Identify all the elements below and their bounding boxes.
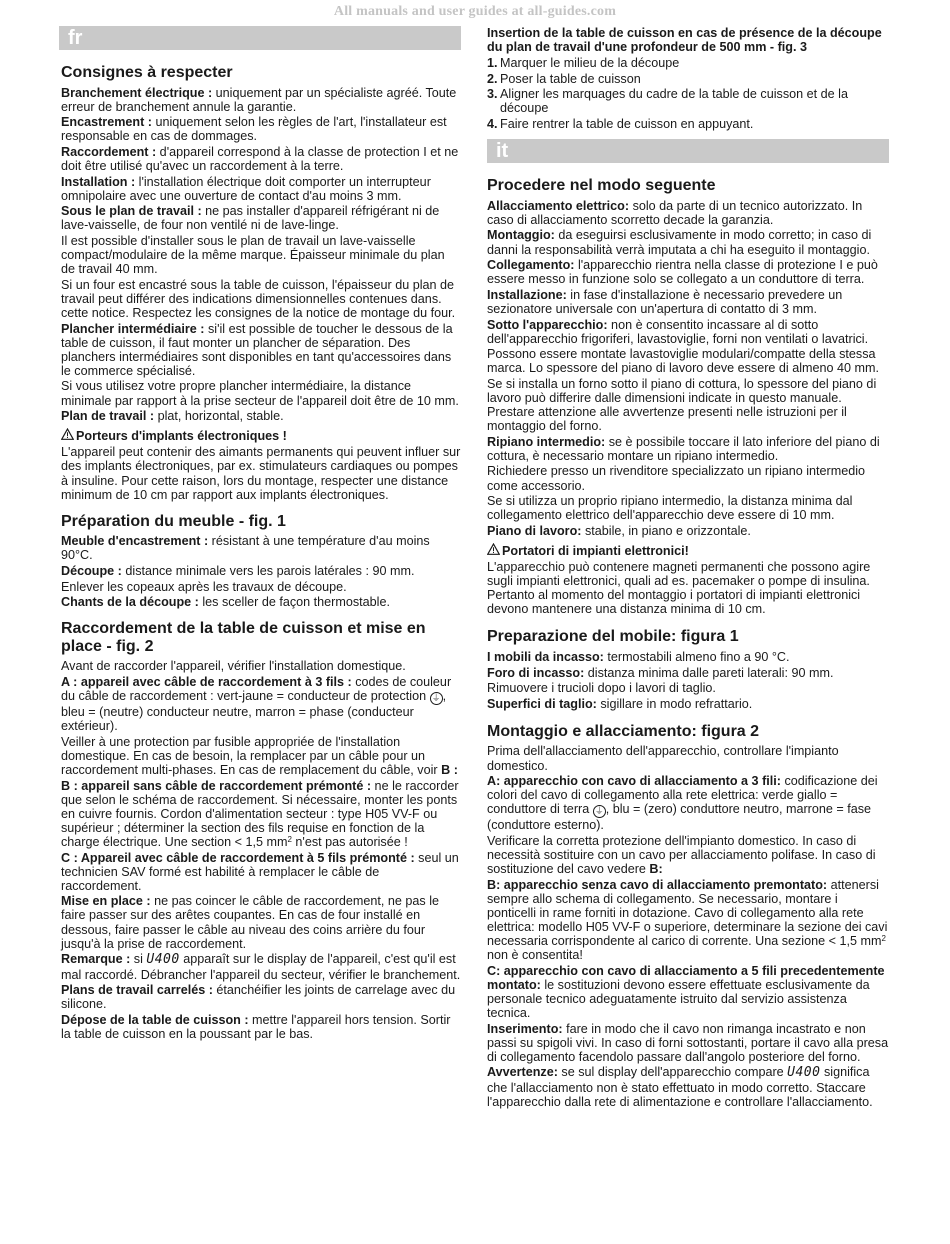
- depose-label: Dépose de la table de cuisson :: [61, 1013, 249, 1028]
- montaggio-b: [487, 878, 889, 963]
- paragraph-label: Installazione:: [487, 287, 567, 302]
- raccordement-c: [61, 851, 461, 893]
- paragraph-label: Piano di lavoro:: [487, 523, 582, 538]
- paragraph-text: ne pas installer d'appareil réfrigérant ni de lave-vaisselle, de four non ventilé ni de lave-linge.: [61, 204, 440, 233]
- paragraph: [487, 288, 889, 316]
- raccordement-b-label: B : appareil sans câble de raccordement prémonté :: [61, 778, 372, 793]
- montaggio-c: [487, 964, 889, 1020]
- paragraph-text: les sceller de façon thermostable.: [198, 595, 390, 610]
- montaggio-intro: Prima dell'allacciamento dell'apparecchio, controllare l'impianto domestico.: [487, 744, 839, 773]
- raccordement-b-text-end: n'est pas autorisée !: [291, 835, 408, 849]
- raccordement-c-text: seul un technicien SAV formé est habilité à remplacer le câble de raccordement.: [61, 850, 459, 893]
- warning-triangle-icon: [487, 543, 500, 558]
- raccordement-veiller-ref: B :: [441, 763, 458, 778]
- paragraph-text: Si un four est encastré sous la table de cuisson, l'épaisseur du plan de travail peut différer des indications dimensionnelles contenues dans. cette notice. Respectez les consignes de la notice de montage du four.: [61, 277, 456, 320]
- montaggio-c-text: le sostituzioni devono essere effettuate esclusivamente da personale tecnico adeguatamente istruito dal servizio assistenza tecnica.: [487, 977, 870, 1021]
- paragraph: [61, 580, 461, 594]
- avvertenze-label: Avvertenze:: [487, 1065, 558, 1080]
- superscript: 2: [881, 934, 886, 944]
- plans-carreles-label: Plans de travail carrelés :: [61, 983, 213, 998]
- paragraph-label: Allacciamento elettrico:: [487, 198, 630, 213]
- depose-text: mettre l'appareil hors tension. Sortir la table de cuisson en la poussant par le bas.: [61, 1013, 451, 1042]
- paragraph-label: Découpe :: [61, 564, 122, 578]
- section-title-preparation: Préparation du meuble - fig. 1: [61, 512, 286, 530]
- warning-text-fr: L'appareil peut contenir des aimants permanents qui peuvent influer sur des implants électroniques, par ex. stimulateurs cardiaques ou pompes à insuline. Pour cette raison, lors du montage, respecter une distance minimum de 10 cm par rapport aux implants électroniques.: [61, 445, 461, 502]
- section-title-montaggio: Montaggio e allacciamento: figura 2: [487, 722, 760, 740]
- paragraph-text: l'apparecchio rientra nella classe di protezione I e può essere messo in funzione solo se collegato a un conduttore di terra.: [487, 258, 878, 287]
- paragraph-text: Se si utilizza un proprio ripiano intermedio, la distanza minima dal collegamento elettrico dell'apparecchio deve essere di 10 mm.: [487, 494, 853, 523]
- montaggio-a-label: A: apparecchio con cavo di allacciamento a 3 fili:: [487, 774, 781, 789]
- paragraph: [487, 697, 889, 711]
- paragraph: [61, 278, 461, 320]
- paragraph: [487, 228, 889, 256]
- step-number: 2.: [487, 71, 498, 86]
- mise-en-place-text: ne pas coincer le câble de raccordement, ne pas le faire passer sur des arêtes coupantes. En cas de four installé en dessous, faire passer le câble au niveau des coins arrière du four jusqu'à la prise de raccordement.: [61, 894, 440, 951]
- paragraph-text: distance minimale vers les parois latérales : 90 mm.: [121, 564, 415, 578]
- paragraph-text: d'appareil correspond à la classe de protection I et ne doit être utilisé qu'avec un raccordement à la terre.: [61, 144, 459, 174]
- paragraph: [61, 234, 461, 276]
- paragraph-text: plat, horizontal, stable.: [154, 409, 284, 424]
- paragraph-text: Possono essere montate lavastoviglie modulari/compatte della stessa marca. Lo spessore del piano di lavoro deve essere di almeno 40 mm.: [487, 347, 880, 376]
- display-code: U400: [787, 1065, 821, 1081]
- paragraph-label: Raccordement :: [61, 144, 157, 159]
- insertion-title: Insertion de la table de cuisson en cas de présence de la découpe du plan de travail d'une profondeur de 500 mm - fig. 3: [487, 26, 882, 55]
- paragraph-label: Plancher intermédiaire :: [61, 321, 205, 336]
- paragraph-text: sigillare in modo refrattario.: [596, 696, 753, 711]
- paragraph-text: résistant à une température d'au moins 90°C.: [61, 534, 430, 563]
- protective-earth-icon: ⏚: [594, 806, 604, 817]
- warning-title: Portatori di impianti elettronici!: [502, 543, 689, 558]
- montaggio-b-text-end: non è consentita!: [487, 948, 583, 963]
- raccordement-b-text: ne le raccorder que selon le schéma de raccordement. Si nécessaire, monter les ponts en cuivre fournis. Cordon d'alimentation secteur : type H05 VV-F ou supérieur ; déterminer la section des fils requise en fonction de la charge électrique. Une section < 1,5 mm: [61, 778, 459, 849]
- inserimento: [487, 1022, 889, 1064]
- plans-carreles-text: étanchéifier les joints de carrelage avec du silicone.: [61, 983, 456, 1012]
- section-title-raccordement: Raccordement de la table de cuisson et mise en place - fig. 2: [61, 620, 426, 655]
- paragraph-label: Branchement électrique :: [61, 85, 213, 100]
- paragraph-text: termostabili almeno fino a 90 °C.: [603, 649, 790, 664]
- paragraph-text: Il est possible d'installer sous le plan de travail un lave-vaisselle compact/modulaire de la même marque. Épaisseur minimale du plan de travail 40 mm.: [61, 234, 445, 277]
- paragraph-label: Superfici di taglio:: [487, 696, 597, 711]
- paragraph: [487, 318, 889, 346]
- montaggio-verificare-ref: B:: [649, 862, 663, 877]
- paragraph: [61, 86, 461, 114]
- procedere-list: [487, 199, 889, 538]
- paragraph: [61, 204, 461, 232]
- paragraph-text: uniquement par un spécialiste agréé. Toute erreur de branchement annule la garantie.: [61, 85, 457, 114]
- mise-en-place: [61, 894, 461, 950]
- paragraph-label: Sotto l'apparecchio:: [487, 317, 608, 332]
- paragraph: [487, 681, 889, 695]
- paragraph-text: l'installation électrique doit comporter un interrupteur omnipolaire avec une ouverture de contact d'au moins 3 mm.: [61, 174, 431, 203]
- raccordement-c-label: C : Appareil avec câble de raccordement à 5 fils prémonté :: [61, 850, 415, 865]
- paragraph: [61, 564, 461, 578]
- paragraph-label: Installation :: [61, 174, 136, 189]
- warning-triangle-icon: [61, 428, 74, 443]
- warning-title: Porteurs d'implants électroniques !: [76, 429, 287, 444]
- paragraph-label: Foro di incasso:: [487, 665, 585, 680]
- paragraph-text: Rimuovere i trucioli dopo i lavori di taglio.: [487, 681, 716, 696]
- avvertenze: [487, 1065, 889, 1109]
- warning-heading-it: [487, 543, 889, 558]
- paragraph-label: Meuble d'encastrement :: [61, 534, 209, 549]
- paragraph-text: solo da parte di un tecnico autorizzato. In caso di allacciamento scorretto decade la garanzia.: [487, 198, 863, 227]
- paragraph: [61, 595, 461, 609]
- paragraph-text: se è possibile toccare il lato inferiore del piano di cottura, è necessario montare un ripiano intermedio.: [487, 434, 880, 463]
- section-title-procedere: Procedere nel modo seguente: [487, 177, 716, 195]
- inserimento-label: Inserimento:: [487, 1021, 563, 1036]
- paragraph-label: Collegamento:: [487, 258, 575, 273]
- step-item: [487, 117, 889, 131]
- paragraph-text: si'il est possible de toucher le dessous de la table de cuisson, il faut monter un plancher de séparation. Des planchers intermédiaires sont disponibles en tant qu'accessoires dans le commerce spécialisé.: [61, 321, 453, 378]
- raccordement-a: [61, 675, 461, 733]
- montaggio-b-label: B: apparecchio senza cavo di allacciamento premontato:: [487, 877, 828, 892]
- montaggio-a: [487, 774, 889, 832]
- warning-heading-fr: [61, 428, 461, 443]
- paragraph-label: Encastrement :: [61, 115, 152, 130]
- paragraph-text: in fase d'installazione è necessario prevedere un sezionatore universale con un'apertura di contatto di 3 mm.: [487, 287, 843, 316]
- step-number: 4.: [487, 117, 498, 132]
- language-bar-it: it: [487, 139, 889, 163]
- montaggio-verificare: [487, 834, 889, 876]
- raccordement-a-label: A : appareil avec câble de raccordement à 3 fils :: [61, 675, 352, 690]
- step-item: [487, 87, 889, 115]
- consignes-list: [61, 86, 461, 424]
- remarque-text: si: [130, 952, 147, 967]
- avvertenze-text-end: significa che l'allacciamento non è stato effettuato in modo corretto. Staccare l'apparecchio dalla rete di alimentazione e controllare l'allacciamento.: [487, 1065, 873, 1110]
- paragraph: [487, 464, 889, 492]
- paragraph: [487, 199, 889, 227]
- montaggio-a-text: codificazione dei colori del cavo di collegamento alla rete elettrica: verde giallo = conduttore di terra: [487, 774, 878, 817]
- step-number: 1.: [487, 56, 498, 71]
- column-right: [487, 26, 889, 1111]
- paragraph: [61, 409, 461, 423]
- paragraph: [61, 322, 461, 378]
- paragraph-label: Ripiano intermedio:: [487, 434, 606, 449]
- paragraph: [487, 666, 889, 680]
- raccordement-veiller: [61, 735, 461, 777]
- paragraph: [61, 534, 461, 562]
- superscript: 2: [287, 835, 292, 844]
- montaggio-b-text: attenersi sempre allo schema di collegamento. Se necessario, montare i ponticelli in rame forniti in dotazione. Cavo di collegamento alla rete elettrica: modello H05 VV-F o superiore, determinare la sezione dei cavi necessaria corrispondente al carico di corrente. Una sezione < 1,5 mm: [487, 877, 888, 949]
- paragraph-text: stabile, in piano e orizzontale.: [581, 523, 751, 538]
- paragraph-text: distanza minima dalle pareti laterali: 90 mm.: [584, 665, 834, 680]
- section-title-consignes: Consignes à respecter: [61, 64, 233, 81]
- paragraph: [487, 377, 889, 433]
- depose: [61, 1013, 461, 1041]
- step-text: Faire rentrer la table de cuisson en appuyant.: [500, 117, 754, 132]
- paragraph-text: Enlever les copeaux après les travaux de découpe.: [61, 579, 347, 594]
- preparazione-list: [487, 650, 889, 711]
- step-text: Aligner les marquages du cadre de la table de cuisson et de la découpe: [500, 87, 848, 116]
- raccordement-intro: Avant de raccorder l'appareil, vérifier l'installation domestique.: [61, 659, 406, 674]
- paragraph-text: uniquement selon les règles de l'art, l'installateur est responsable en cas de dommages.: [61, 115, 447, 144]
- remarque-label: Remarque :: [61, 952, 131, 967]
- paragraph: [487, 435, 889, 463]
- montaggio-c-label: C: apparecchio con cavo di allacciamento a 5 fili precedentemente montato:: [487, 963, 885, 992]
- paragraph: [487, 258, 889, 286]
- paragraph-label: Sous le plan de travail :: [61, 204, 202, 219]
- raccordement-b: [61, 779, 461, 849]
- protective-earth-icon: ⏚: [431, 693, 441, 704]
- paragraph: [61, 115, 461, 143]
- raccordement-a-text-end: , bleu = (neutre) conducteur neutre, marron = phase (conducteur extérieur).: [61, 689, 447, 734]
- step-text: Poser la table de cuisson: [500, 71, 641, 86]
- paragraph-text: non è consentito incassare al di sotto dell'apparecchio frigoriferi, lavastoviglie, forni non ventilati o lavatrici.: [487, 317, 869, 346]
- paragraph-text: Si vous utilisez votre propre plancher intermédiaire, la distance minimale par rapport à la prise secteur de l'appareil doit être de 10 mm.: [61, 379, 459, 408]
- paragraph: [61, 145, 461, 173]
- language-bar-fr: fr: [59, 26, 461, 50]
- paragraph: [487, 494, 889, 522]
- montaggio-a-text-end: , blu = (zero) conduttore neutro, marrone = fase (conduttore esterno).: [487, 802, 872, 833]
- paragraph: [487, 650, 889, 664]
- plans-carreles: [61, 983, 461, 1011]
- watermark: All manuals and user guides at all-guides.com: [333, 4, 617, 19]
- paragraph-label: Chants de la découpe :: [61, 595, 199, 610]
- step-item: [487, 56, 889, 70]
- mise-en-place-label: Mise en place :: [61, 894, 151, 909]
- step-number: 3.: [487, 87, 498, 102]
- paragraph: [61, 175, 461, 203]
- step-text: Marquer le milieu de la découpe: [500, 56, 680, 71]
- avvertenze-text: se sul display dell'apparecchio compare: [557, 1065, 788, 1080]
- paragraph-label: Montaggio:: [487, 228, 555, 243]
- paragraph-text: Se si installa un forno sotto il piano di cottura, lo spessore del piano di lavoro può differire dalle dimensioni indicate in questo manuale. Prestare attenzione alle avvertenze presenti nelle istruzioni per il montaggio del forno.: [487, 376, 877, 434]
- remarque: [61, 952, 461, 982]
- paragraph: [487, 347, 889, 375]
- inserimento-text: fare in modo che il cavo non rimanga incastrato e non passi su spigoli vivi. In caso di forni sottostanti, portare il cavo alla presa di collegamento facendolo passare dall'angolo posteriore del forno.: [487, 1021, 889, 1064]
- display-code: U400: [146, 952, 180, 968]
- paragraph-text: da eseguirsi esclusivamente in modo corretto; in caso di danni la responsabilità verrà imputata a chi ha eseguito il montaggio.: [487, 228, 872, 257]
- paragraph: [487, 524, 889, 538]
- step-item: [487, 72, 889, 86]
- raccordement-veiller-text: Veiller à une protection par fusible appropriée de l'installation domestique. En cas de besoin, la remplacer par un câble pour un raccordement multi-phases. En cas de remplacement du câble, voir: [61, 734, 442, 778]
- preparation-list: [61, 534, 461, 609]
- paragraph-text: Richiedere presso un rivenditore specializzato un ripiano intermedio come accessorio.: [487, 464, 866, 493]
- raccordement-a-text: codes de couleur du câble de raccordement : vert-jaune = conducteur de protection: [61, 675, 452, 704]
- paragraph-label: I mobili da incasso:: [487, 649, 604, 664]
- montaggio-verificare-text: Verificare la corretta protezione dell'impianto domestico. In caso di necessità sostituire con un cavo per allacciamento polifase. In caso di sostituzione del cavo vedere: [487, 833, 876, 877]
- column-french: [61, 26, 461, 1043]
- paragraph-label: Plan de travail :: [61, 409, 155, 424]
- paragraph: [61, 379, 461, 407]
- remarque-text-end: apparaît sur le display de l'appareil, c'est qu'il est mal raccordé. Débrancher l'appareil du secteur, vérifier le branchement.: [61, 952, 461, 982]
- insertion-steps: [487, 56, 889, 131]
- section-title-preparazione: Preparazione del mobile: figura 1: [487, 628, 739, 646]
- warning-text-it: L'apparecchio può contenere magneti permanenti che possono agire sugli impianti elettronici, quali ad es. pacemaker o pompe di insulina. Pertanto al momento del montaggio i portatori di impianti elettronici devono mantenere una distanza minima di 10 cm.: [487, 560, 871, 617]
